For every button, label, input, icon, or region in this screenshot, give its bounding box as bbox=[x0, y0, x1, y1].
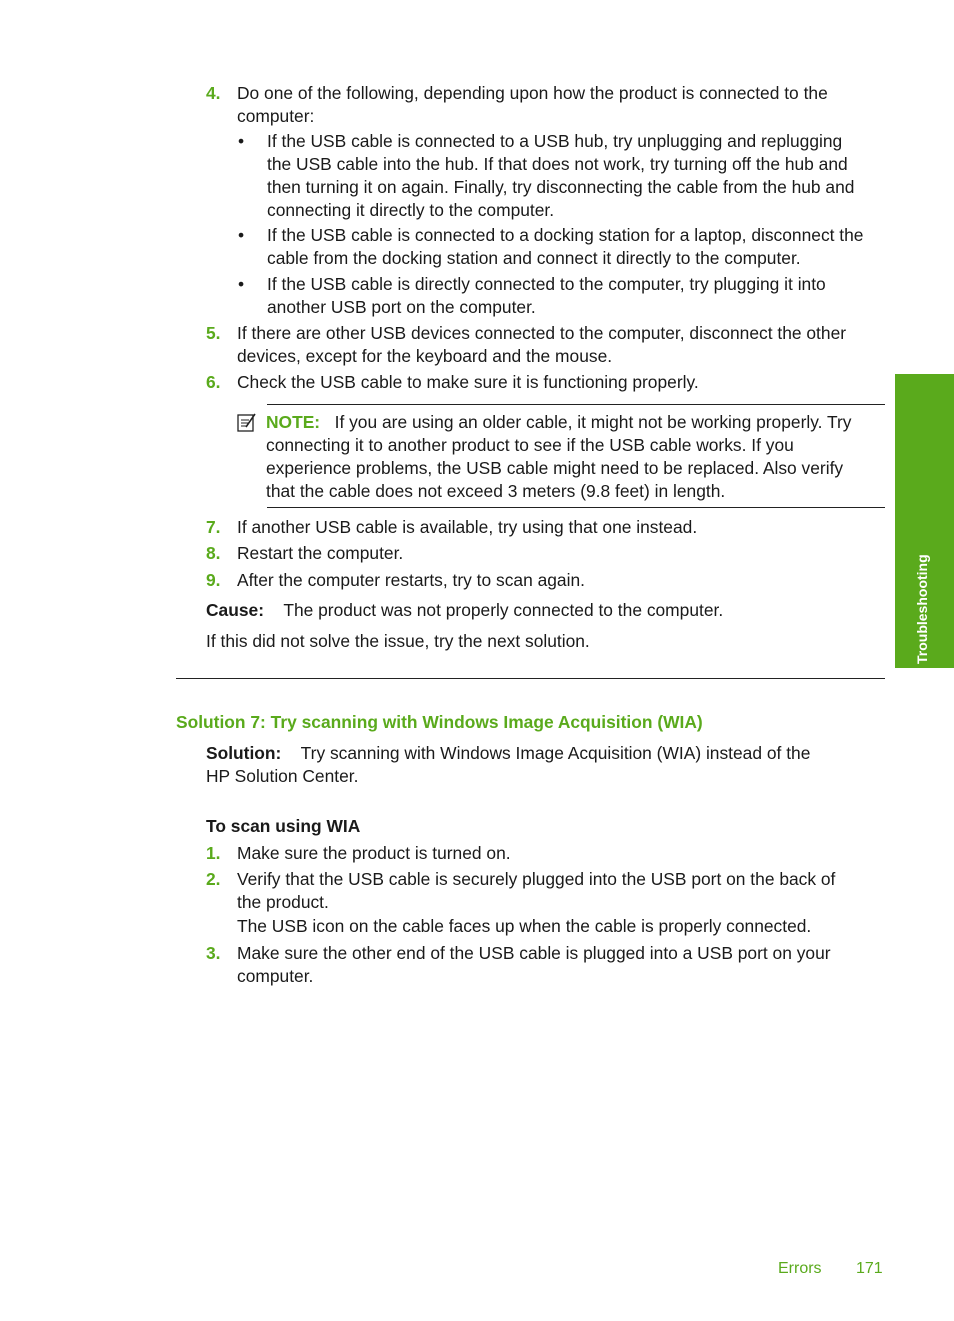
step-number: 5. bbox=[206, 323, 221, 343]
step-number: 4. bbox=[206, 83, 221, 103]
solution-label: Solution: bbox=[206, 743, 282, 763]
step-text: After the computer restarts, try to scan again. bbox=[237, 570, 585, 590]
side-tab bbox=[895, 374, 954, 668]
next-solution-text: If this did not solve the issue, try the next solution. bbox=[206, 631, 590, 651]
solution-paragraph: Solution: Try scanning with Windows Image Acquisition (WIA) instead of the HP Solution Center. bbox=[206, 743, 811, 786]
side-tab-label: Troubleshooting bbox=[914, 554, 930, 664]
step-text: Do one of the following, depending upon how the product is connected to the computer: bbox=[237, 83, 828, 126]
footer-section: Errors bbox=[778, 1260, 822, 1277]
step-number: 8. bbox=[206, 543, 221, 563]
step-text: Verify that the USB cable is securely plugged into the USB port on the back of the product. The USB icon on the cable faces up when the cable is properly connected. bbox=[237, 869, 836, 936]
bullet-text: If the USB cable is connected to a USB hub, try unplugging and replugging the USB cable into the hub. If that does not work, try turning off the hub and then turning it on again. Finally, try disconnecting the cable from the hub and connecting it directly to the computer. bbox=[267, 131, 855, 220]
cause-label: Cause: bbox=[206, 600, 264, 620]
step-number: 7. bbox=[206, 517, 221, 537]
bullet-text: If the USB cable is directly connected to the computer, try plugging it into another USB port on the computer. bbox=[267, 274, 826, 317]
bullet-symbol: • bbox=[238, 274, 245, 294]
step-number: 9. bbox=[206, 570, 221, 590]
note-line: NOTE: If you are using an older cable, it might not be working properly. Try bbox=[266, 412, 852, 432]
step-text: Restart the computer. bbox=[237, 543, 404, 563]
cause-text: The product was not properly connected to the computer. bbox=[283, 600, 724, 620]
bullet-symbol: • bbox=[238, 131, 245, 151]
section-divider bbox=[176, 678, 885, 679]
bullet-text: If the USB cable is connected to a docking station for a laptop, disconnect the cable from the docking station and connect it directly to the computer. bbox=[267, 225, 864, 268]
note-bottom-rule bbox=[267, 507, 885, 508]
step-text: Check the USB cable to make sure it is functioning properly. bbox=[237, 372, 699, 392]
page-number: 171 bbox=[856, 1260, 883, 1277]
step-number: 1. bbox=[206, 843, 221, 863]
step-number: 6. bbox=[206, 372, 221, 392]
note-top-rule bbox=[267, 404, 885, 405]
step-text: Make sure the other end of the USB cable is plugged into a USB port on your computer. bbox=[237, 943, 831, 986]
procedure-title: To scan using WIA bbox=[206, 816, 361, 836]
step-text: If another USB cable is available, try using that one instead. bbox=[237, 517, 698, 537]
cause-paragraph bbox=[206, 599, 886, 622]
note-label: NOTE: bbox=[266, 412, 321, 432]
solution-heading: Solution 7: Try scanning with Windows Image Acquisition (WIA) bbox=[176, 712, 703, 732]
step-text: Make sure the product is turned on. bbox=[237, 843, 511, 863]
step-number: 2. bbox=[206, 869, 221, 889]
note-content: NOTE: If you are using an older cable, it might not be working properly. Try connecting it to another product to see if the USB cable works. If you experience problems, the USB cable might need to be replaced. Also verify that the cable does not exceed 3 meters (9.8 feet) in length. bbox=[266, 411, 891, 503]
note-icon bbox=[237, 413, 257, 433]
bullet-symbol: • bbox=[238, 225, 245, 245]
step-number: 3. bbox=[206, 943, 221, 963]
step-text: If there are other USB devices connected to the computer, disconnect the other devices, except for the keyboard and the mouse. bbox=[237, 323, 847, 366]
